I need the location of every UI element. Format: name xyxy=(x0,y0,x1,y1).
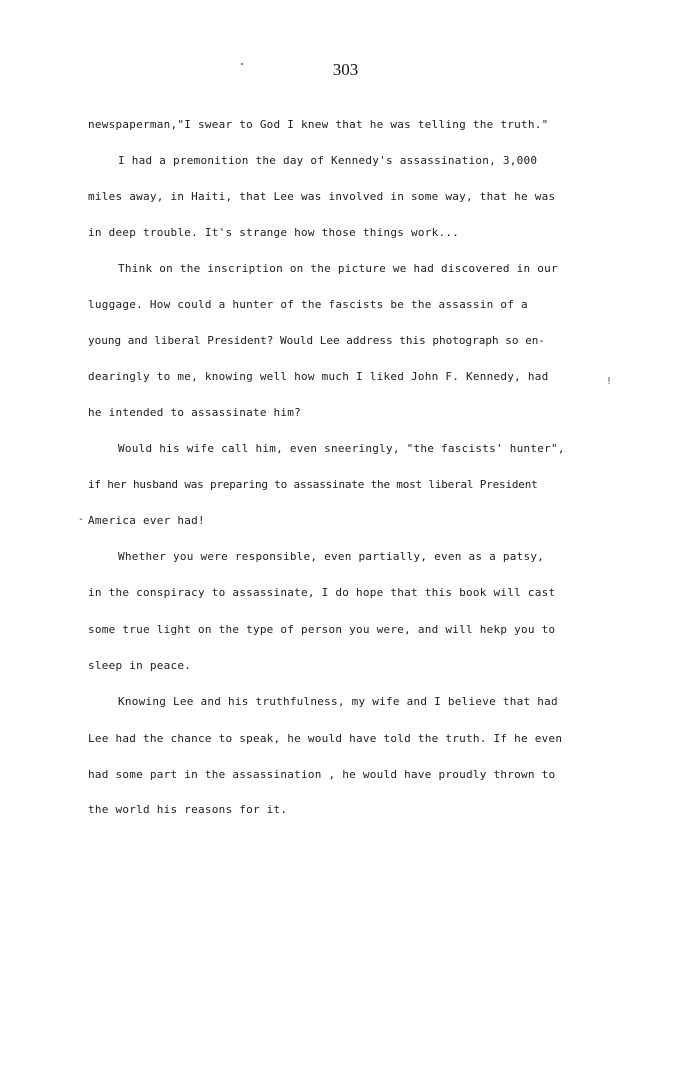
text-line: Lee had the chance to speak, he would have told the truth. If he even xyxy=(88,732,563,745)
text-line: I had a premonition the day of Kennedy's assassination, 3,000 xyxy=(118,154,538,167)
text-line: America ever had! xyxy=(88,514,205,527)
text-line: in the conspiracy to assassinate, I do hope that this book will cast xyxy=(88,586,556,599)
text-line: young and liberal President? Would Lee address this photograph so en- xyxy=(88,334,545,347)
text-line: some true light on the type of person you were, and will hekp you to xyxy=(88,623,556,636)
text-line: Whether you were responsible, even partially, even as a patsy, xyxy=(118,550,545,563)
text-line: newspaperman,"I swear to God I knew that he was telling the truth." xyxy=(88,118,549,131)
text-line: Think on the inscription on the picture we had discovered in our xyxy=(118,262,558,275)
text-line: he intended to assassinate him? xyxy=(88,406,302,419)
text-line: Would his wife call him, even sneeringly, "the fascists' hunter", xyxy=(118,442,565,455)
page-number: 303 xyxy=(332,60,359,79)
text-line: luggage. How could a hunter of the fascists be the assassin of a xyxy=(88,298,528,311)
text-line: had some part in the assassination , he would have proudly thrown to xyxy=(88,768,556,781)
text-line: sleep in peace. xyxy=(88,659,192,672)
text-line: the world his reasons for it. xyxy=(88,803,288,816)
margin-mark: ! xyxy=(606,376,613,387)
text-line: if her husband was preparing to assassinate the most liberal President xyxy=(88,478,538,491)
text-line: dearingly to me, knowing well how much I liked John F. Kennedy, had xyxy=(88,370,549,383)
text-line: Knowing Lee and his truthfulness, my wife and I believe that had xyxy=(118,695,558,708)
text-line: in deep trouble. It's strange how those things work... xyxy=(88,226,460,239)
left-edge-mark: - xyxy=(78,514,85,525)
text-line: miles away, in Haiti, that Lee was involved in some way, that he was xyxy=(88,190,556,203)
